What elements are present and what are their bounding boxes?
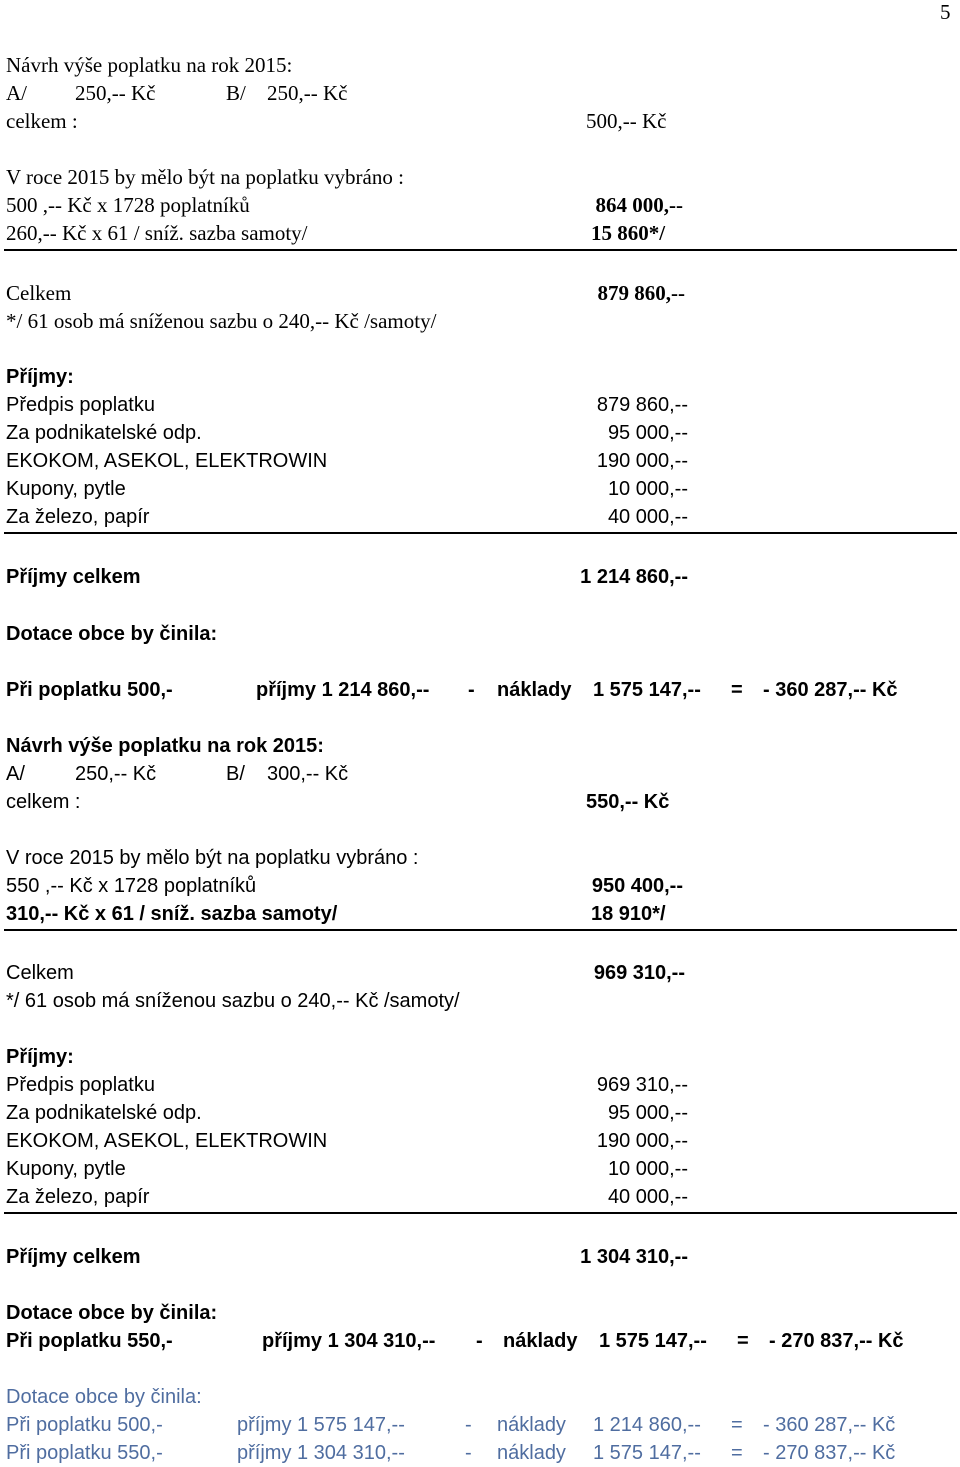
income-item-value: 95 000,-- [607,422,688,444]
subsidy-fee: Při poplatku 500,- [6,679,173,701]
equals-sign: = [731,1414,743,1436]
collection-row-label: 260,-- Kč x 61 / sníž. sazba samoty/ [6,221,308,245]
costs-value: 1 575 147,-- [599,1330,707,1352]
income-item-value: 190 000,-- [596,1130,688,1152]
subsidy-result: - 270 837,-- Kč [769,1330,904,1352]
collection-row-value: 950 400,-- [591,875,683,897]
equals-sign: = [737,1330,749,1352]
equals-sign: = [731,679,743,701]
income-item-value: 40 000,-- [607,506,688,528]
minus-sign: - [465,1442,472,1464]
costs-value: 1 214 860,-- [593,1414,701,1436]
subsidy-heading: Dotace obce by činila: [6,623,218,645]
income-item-label: Kupony, pytle [6,1158,126,1180]
summary-income: příjmy 1 575 147,-- [237,1414,405,1436]
summary-fee: Při poplatku 500,- [6,1414,163,1436]
celkem-label: Celkem [6,962,74,984]
option-a-value: 250,-- Kč [75,81,156,105]
option-b-value: 250,-- Kč [267,81,348,105]
footnote: */ 61 osob má sníženou sazbu o 240,-- Kč /samoty/ [6,309,437,333]
divider [4,532,957,534]
collection-row-value: 15 860*/ [591,221,666,245]
subsidy-income: příjmy 1 304 310,-- [262,1330,436,1352]
minus-sign: - [465,1414,472,1436]
income-item-value: 95 000,-- [607,1102,688,1124]
page-number: 5 [940,0,951,24]
income-item-label: Za podnikatelské odp. [6,422,202,444]
subsidy-fee: Při poplatku 550,- [6,1330,173,1352]
income-item-label: EKOKOM, ASEKOL, ELEKTROWIN [6,1130,328,1152]
income-total-label: Příjmy celkem [6,566,141,588]
subsidy-income: příjmy 1 214 860,-- [256,679,430,701]
income-item-label: Kupony, pytle [6,478,126,500]
income-item-label: Předpis poplatku [6,1074,155,1096]
proposal-heading: Návrh výše poplatku na rok 2015: [6,735,324,757]
divider [4,249,957,251]
costs-label: náklady [497,679,572,701]
collection-row-label: 550 ,-- Kč x 1728 poplatníků [6,875,257,897]
income-total-value: 1 214 860,-- [580,566,688,588]
income-item-value: 10 000,-- [607,1158,688,1180]
costs-label: náklady [497,1414,566,1436]
total-value: 550,-- Kč [586,791,670,813]
income-item-label: Za podnikatelské odp. [6,1102,202,1124]
summary-income: příjmy 1 304 310,-- [237,1442,405,1464]
collection-row-label: 500 ,-- Kč x 1728 poplatníků [6,193,250,217]
total-value: 500,-- Kč [586,109,667,133]
costs-value: 1 575 147,-- [593,1442,701,1464]
celkem-value: 969 310,-- [593,962,685,984]
summary-fee: Při poplatku 550,- [6,1442,163,1464]
income-total-value: 1 304 310,-- [580,1246,688,1268]
income-item-value: 10 000,-- [607,478,688,500]
summary-result: - 270 837,-- Kč [763,1442,896,1464]
total-label: celkem : [6,109,78,133]
subsidy-result: - 360 287,-- Kč [763,679,898,701]
option-b-value: 300,-- Kč [267,763,349,785]
minus-sign: - [468,679,475,701]
income-item-value: 190 000,-- [596,450,688,472]
collection-heading: V roce 2015 by mělo být na poplatku vybráno : [6,847,419,869]
costs-value: 1 575 147,-- [593,679,701,701]
income-total-label: Příjmy celkem [6,1246,141,1268]
income-heading: Příjmy: [6,366,74,388]
summary-heading: Dotace obce by činila: [6,1386,202,1408]
option-a-label: A/ [6,81,27,105]
divider [4,929,957,931]
option-a-value: 250,-- Kč [75,763,157,785]
income-item-value: 969 310,-- [596,1074,688,1096]
summary-result: - 360 287,-- Kč [763,1414,896,1436]
collection-row-label: 310,-- Kč x 61 / sníž. sazba samoty/ [6,903,338,925]
collection-heading: V roce 2015 by mělo být na poplatku vybráno : [6,165,404,189]
celkem-value: 879 860,-- [597,281,685,305]
collection-row-value: 18 910*/ [591,903,666,925]
income-item-label: Předpis poplatku [6,394,155,416]
income-heading: Příjmy: [6,1046,74,1068]
income-item-label: Za železo, papír [6,1186,150,1208]
income-item-label: Za železo, papír [6,506,150,528]
proposal-heading: Návrh výše poplatku na rok 2015: [6,53,293,77]
minus-sign: - [476,1330,483,1352]
subsidy-heading: Dotace obce by činila: [6,1302,218,1324]
option-b-label: B/ [226,763,245,785]
celkem-label: Celkem [6,281,72,305]
costs-label: náklady [503,1330,578,1352]
income-item-value: 879 860,-- [596,394,688,416]
income-item-value: 40 000,-- [607,1186,688,1208]
option-b-label: B/ [226,81,246,105]
total-label: celkem : [6,791,81,813]
equals-sign: = [731,1442,743,1464]
footnote: */ 61 osob má sníženou sazbu o 240,-- Kč /samoty/ [6,990,460,1012]
collection-row-value: 864 000,-- [595,193,683,217]
divider [4,1212,957,1214]
option-a-label: A/ [6,763,25,785]
costs-label: náklady [497,1442,566,1464]
income-item-label: EKOKOM, ASEKOL, ELEKTROWIN [6,450,328,472]
